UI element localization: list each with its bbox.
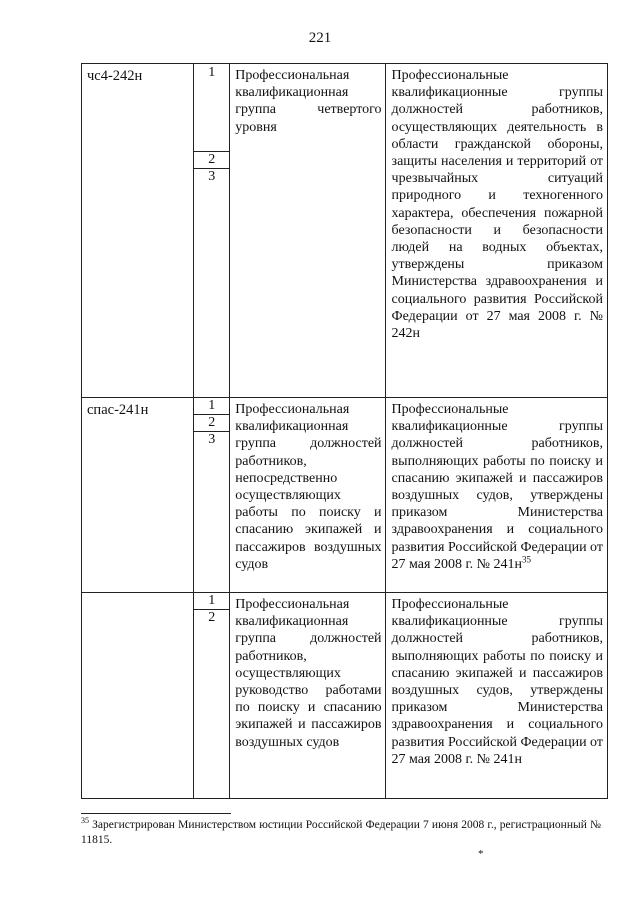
group-description: Профессиональные квалификационные группы должностей работников, осуществляющих деятельность в области гражданской обороны, защиты населения и территорий от чрезвычайных ситуаций природного и техногенного характера, обеспечения пожарной безопасности и безопасности людей на водных объектах, утверждены приказом Министерства здравоохранения и социального развития Российской Федерации от 27 мая 2008 г. № 242н: [391, 68, 603, 342]
level-number: 2: [208, 610, 216, 625]
code-cell: [82, 64, 194, 398]
group-cell: [230, 593, 385, 799]
group-name: Профессиональная квалификационная группа четвертого уровня: [235, 68, 382, 135]
level-numbers-cell: [194, 593, 230, 799]
footnote-reference[interactable]: 35: [521, 554, 531, 565]
code-cell: [82, 593, 194, 799]
description-cell: [385, 593, 607, 799]
level-number: 3: [208, 432, 216, 447]
footnote-divider: [81, 813, 231, 814]
level-number: 3: [208, 169, 216, 184]
page-mark: *: [478, 848, 484, 860]
footnote-marker: 35: [81, 816, 89, 826]
level-number: 1: [194, 593, 229, 610]
footnote: [81, 818, 601, 848]
page-number: 221: [308, 30, 332, 46]
table-row: [82, 593, 608, 799]
group-name: Профессиональная квалификационная группа должностей работников, непосредственно осуществляющих работы по поиску и спасанию экипажей и пассажиров воздушных судов: [235, 402, 382, 572]
group-cell: [230, 398, 385, 593]
level-number: 2: [194, 415, 229, 432]
group-description: Профессиональные квалификационные группы должностей работников, выполняющих работы по поиску и спасанию экипажей и пассажиров воздушных судов, утверждены приказом Министерства здравоохранения и социального развития Российской Федерации от 27 мая 2008 г. № $241н^{35}$: [391, 402, 603, 572]
row-code: спас-241н: [87, 402, 149, 418]
description-cell: [385, 64, 607, 398]
row-code: чс4-242н: [87, 68, 143, 84]
table-row: [82, 398, 608, 593]
description-cell: [385, 398, 607, 593]
level-number: 2: [194, 152, 229, 169]
level-number: 1: [194, 398, 229, 415]
level-numbers-cell: [194, 64, 230, 398]
code-cell: [82, 398, 194, 593]
level-numbers-cell: [194, 398, 230, 593]
row-code: [82, 593, 193, 597]
qualification-table: [81, 63, 608, 799]
table-row: [82, 64, 608, 398]
level-number: 1: [194, 64, 229, 152]
group-name: Профессиональная квалификационная группа должностей работников, осуществляющих руководство работами по поиску и спасанию экипажей и пассажиров воздушных судов: [235, 597, 382, 750]
group-description: Профессиональные квалификационные группы должностей работников, выполняющих работы по поиску и спасанию экипажей и пассажиров воздушных судов, утверждены приказом Министерства здравоохранения и социального развития Российской Федерации от 27 мая 2008 г. № 241н: [391, 597, 603, 767]
group-cell: [230, 64, 385, 398]
footnote-text: Зарегистрирован Министерством юстиции Российской Федерации 7 июня 2008 г., регистрационный № 11815.: [81, 819, 601, 846]
